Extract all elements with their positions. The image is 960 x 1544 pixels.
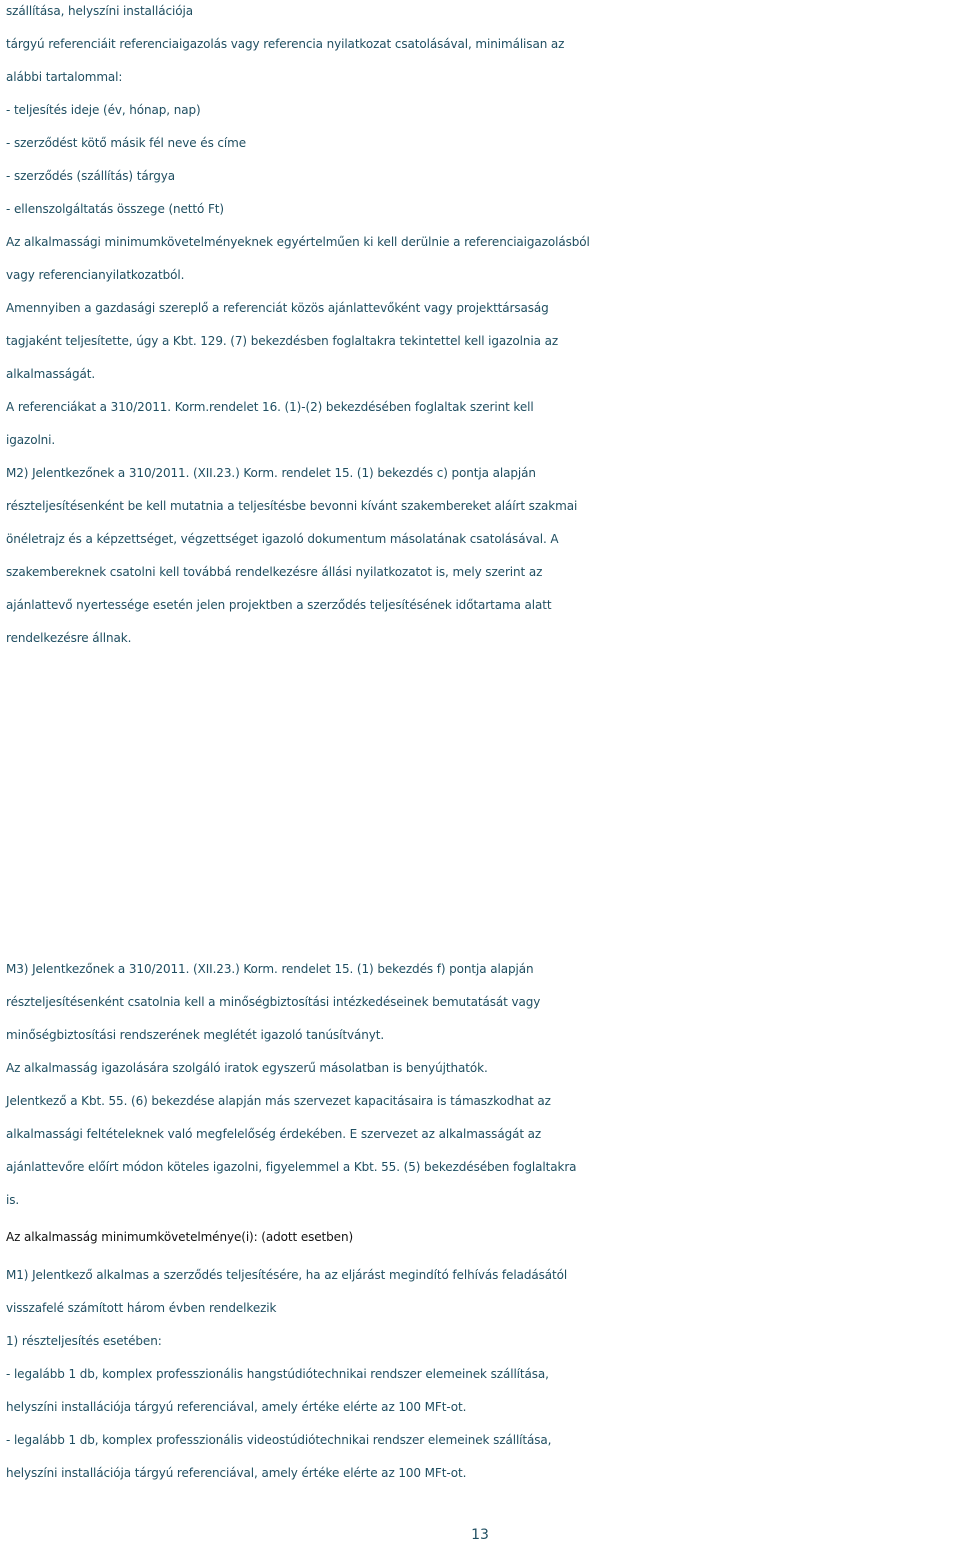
text-line: - teljesítés ideje (év, hónap, nap)	[6, 103, 201, 117]
text-line: önéletrajz és a képzettséget, végzettséget igazoló dokumentum másolatának csatolásával. A	[6, 532, 559, 546]
page-number: 13	[471, 1527, 489, 1543]
text-block-m1	[6, 1259, 956, 1490]
text-line: Az alkalmasság igazolására szolgáló iratok egyszerű másolatban is benyújthatók.	[6, 1061, 488, 1075]
text-line: minőségbiztosítási rendszerének meglétét igazoló tanúsítványt.	[6, 1028, 385, 1042]
text-line: M1) Jelentkező alkalmas a szerződés teljesítésére, ha az eljárást megindító felhívás feladásától	[6, 1268, 568, 1282]
text-line: M3) Jelentkezőnek a 310/2011. (XII.23.) Korm. rendelet 15. (1) bekezdés f) pontja alapján	[6, 962, 534, 976]
section-heading: Az alkalmasság minimumkövetelménye(i): (adott esetben)	[6, 1230, 354, 1244]
text-line: igazolni.	[6, 433, 56, 447]
text-line: helyszíni installációja tárgyú referenciával, amely értéke elérte az 100 MFt-ot.	[6, 1466, 467, 1480]
text-line: visszafelé számított három évben rendelkezik	[6, 1301, 277, 1315]
text-line: helyszíni installációja tárgyú referenciával, amely értéke elérte az 100 MFt-ot.	[6, 1400, 467, 1414]
text-line: vagy referencianyilatkozatból.	[6, 268, 185, 282]
text-line: 1) részteljesítés esetében:	[6, 1334, 162, 1348]
text-line: Amennyiben a gazdasági szereplő a referenciát közös ajánlattevőként vagy projekttársaság	[6, 301, 549, 315]
text-block-m3	[6, 953, 956, 1217]
text-line: tagjaként teljesítette, úgy a Kbt. 129. (7) bekezdésben foglaltakra tekintettel kell igazolnia az	[6, 334, 559, 348]
text-line: Az alkalmassági minimumkövetelményeknek egyértelműen ki kell derülnie a referenciaigazolásból	[6, 235, 590, 249]
text-line: tárgyú referenciáit referenciaigazolás vagy referencia nyilatkozat csatolásával, minimálisan az	[6, 37, 565, 51]
text-line: - legalább 1 db, komplex professzionális hangstúdiótechnikai rendszer elemeinek szállítása,	[6, 1367, 549, 1381]
text-line: - legalább 1 db, komplex professzionális videostúdiótechnikai rendszer elemeinek szállítása,	[6, 1433, 552, 1447]
text-line: szakembereknek csatolni kell továbbá rendelkezésre állási nyilatkozatot is, mely szerint az	[6, 565, 543, 579]
text-line: Jelentkező a Kbt. 55. (6) bekezdése alapján más szervezet kapacitásaira is támaszkodhat az	[6, 1094, 551, 1108]
text-line: - szerződés (szállítás) tárgya	[6, 169, 175, 183]
text-line: részteljesítésenként csatolnia kell a minőségbiztosítási intézkedéseinek bemutatását vagy	[6, 995, 541, 1009]
text-line: is.	[6, 1193, 20, 1207]
text-line: - szerződést kötő másik fél neve és címe	[6, 136, 247, 150]
text-line: alkalmassági feltételeknek való megfelelőség érdekében. E szervezet az alkalmasságát az	[6, 1127, 542, 1141]
text-line: M2) Jelentkezőnek a 310/2011. (XII.23.) Korm. rendelet 15. (1) bekezdés c) pontja alapján	[6, 466, 536, 480]
text-line: rendelkezésre állnak.	[6, 631, 132, 645]
section-heading-block	[6, 1221, 956, 1254]
text-line: részteljesítésenként be kell mutatnia a teljesítésbe bevonni kívánt szakembereket aláírt szakmai	[6, 499, 578, 513]
text-line: ajánlattevőre előírt módon köteles igazolni, figyelemmel a Kbt. 55. (5) bekezdésében foglaltakra	[6, 1160, 577, 1174]
text-line: alkalmasságát.	[6, 367, 96, 381]
text-line: - ellenszolgáltatás összege (nettó Ft)	[6, 202, 224, 216]
text-line: alábbi tartalommal:	[6, 70, 123, 84]
text-line: ajánlattevő nyertessége esetén jelen projektben a szerződés teljesítésének időtartama alatt	[6, 598, 552, 612]
text-line: szállítása, helyszíni installációja	[6, 4, 193, 18]
text-line: A referenciákat a 310/2011. Korm.rendelet 16. (1)-(2) bekezdésében foglaltak szerint kell	[6, 400, 534, 414]
text-block-references	[6, 0, 956, 655]
